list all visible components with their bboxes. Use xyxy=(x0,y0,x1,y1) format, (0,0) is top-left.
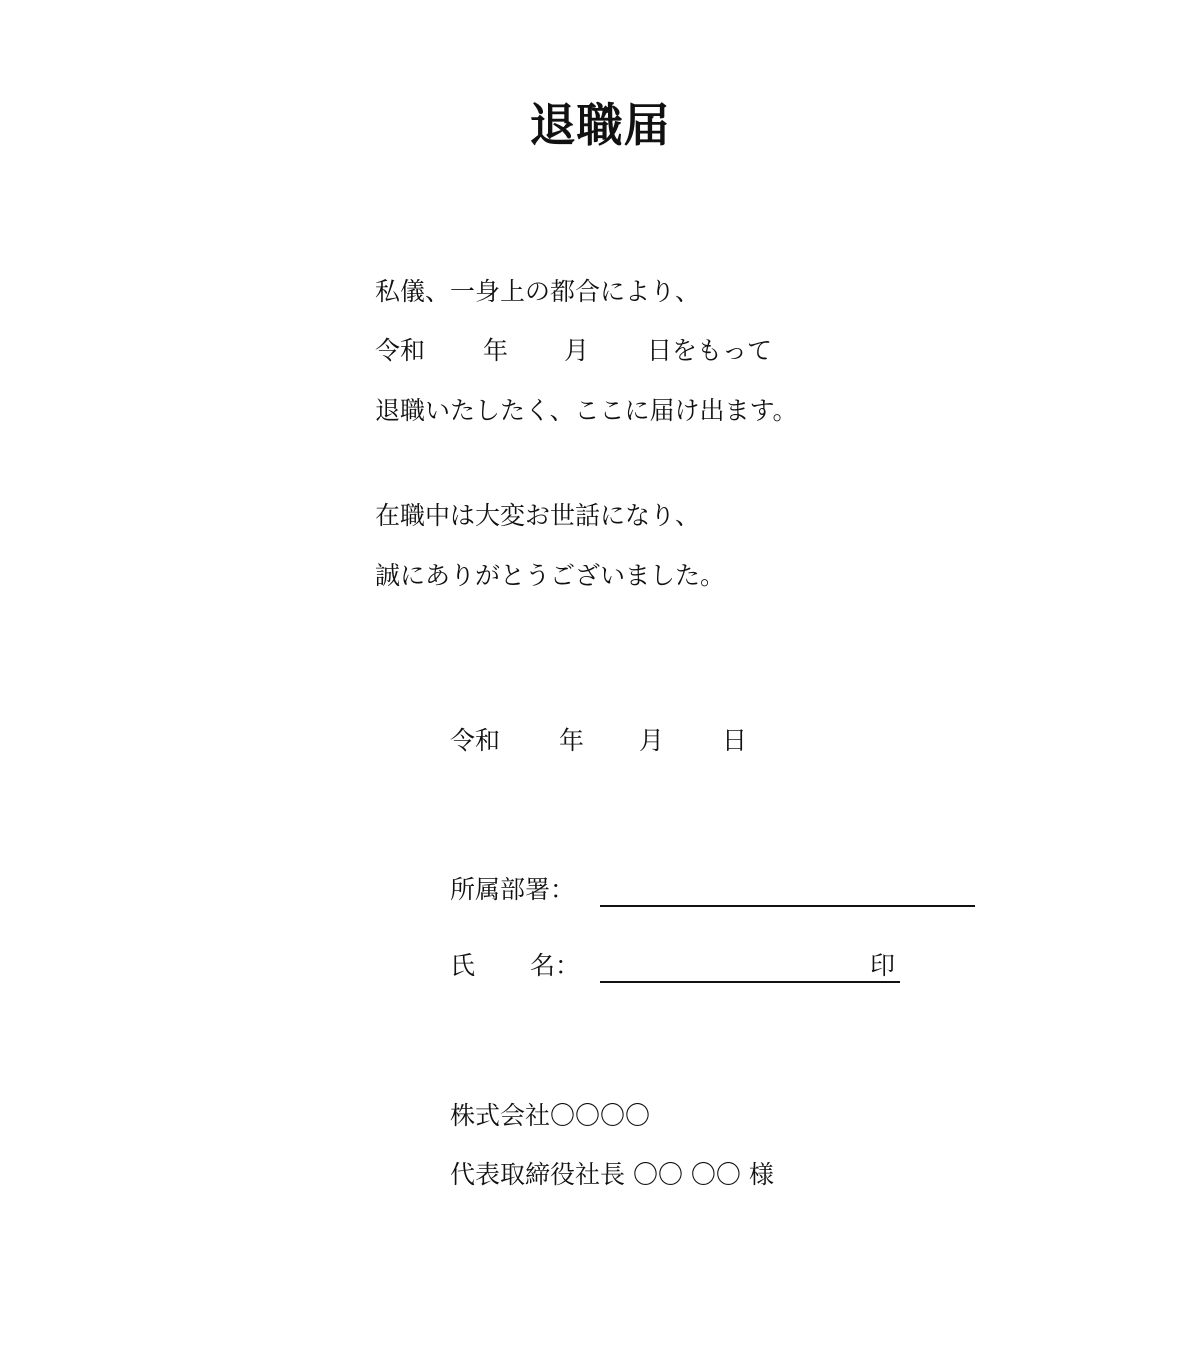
name-label-first-char: 氏 xyxy=(450,951,476,980)
body-line-2 xyxy=(375,333,875,369)
body-line-4: 在職中は大変お世話になり、 xyxy=(375,501,701,530)
name-label-second-char: 名： xyxy=(530,951,581,980)
seal-mark: 印 xyxy=(870,951,896,980)
body-year: 年 xyxy=(483,336,509,365)
date-month: 月 xyxy=(639,726,665,755)
body-month: 月 xyxy=(564,336,590,365)
name-label xyxy=(450,948,590,984)
body-line-5: 誠にありがとうございました。 xyxy=(375,561,726,590)
submission-date xyxy=(450,723,810,759)
date-era: 令和 xyxy=(450,726,501,755)
body-day-suffix: 日をもって xyxy=(647,336,773,365)
body-era: 令和 xyxy=(375,336,426,365)
body-line-1: 私儀、一身上の都合により、 xyxy=(375,277,701,306)
recipient-addressee: 代表取締役社長 〇〇 〇〇 様 xyxy=(450,1160,774,1189)
date-day: 日 xyxy=(722,726,748,755)
document-title: 退職届 xyxy=(529,98,671,152)
department-field[interactable] xyxy=(600,905,975,907)
body-line-3: 退職いたしたく、ここに届け出ます。 xyxy=(375,396,798,425)
department-label: 所属部署： xyxy=(450,875,576,904)
recipient-company: 株式会社〇〇〇〇 xyxy=(450,1101,651,1130)
date-year: 年 xyxy=(559,726,585,755)
name-field[interactable] xyxy=(600,981,900,983)
